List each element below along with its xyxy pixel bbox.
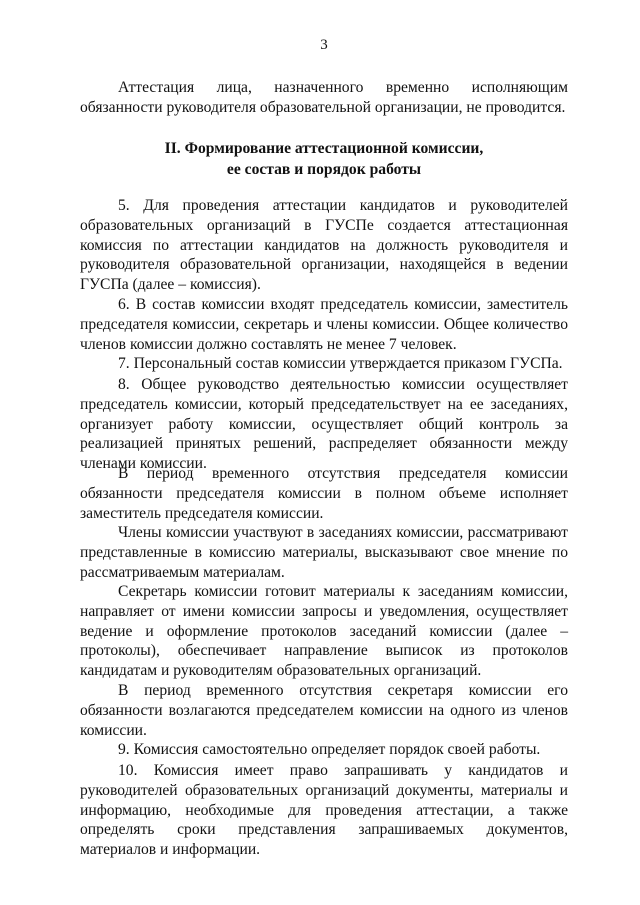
section-heading-line1: II. Формирование аттестационной комиссии, [164, 140, 484, 157]
paragraph-8-deputy: В период временного отсутствия председателя комиссии обязанности председателя комиссии в полном объеме исполняет заместитель председателя комиссии. [80, 465, 568, 522]
paragraph-6: 6. В состав комиссии входят председатель комиссии, заместитель председателя комиссии, секретарь и члены комиссии. Общее количество членов комиссии должно составлять не менее 7 человек. [80, 296, 568, 353]
paragraph-5: 5. Для проведения аттестации кандидатов и руководителей образовательных организаций в ГУСПе создается аттестационная комиссия по аттестации кандидатов на должность руководителя и руководителя образовательной организации, находящейся в ведении ГУСПа (далее – комиссия). [80, 197, 568, 294]
paragraph-8: 8. Общее руководство деятельностью комиссии осуществляет председатель комиссии, который председательствует на ее заседаниях, организует работу комиссии, осуществляет общий контроль за реализацией принятых решений, распределяет обязанности между членами комиссии. [80, 376, 568, 473]
section-heading-line2: ее состав и порядок работы [226, 161, 422, 178]
intro-paragraph: Аттестация лица, назначенного временно исполняющим обязанности руководителя образовательной организации, не проводится. [80, 79, 568, 116]
paragraph-8-members: Члены комиссии участвуют в заседаниях комиссии, рассматривают представленные в комиссию материалы, высказывают свое мнение по рассматриваемым материалам. [80, 524, 568, 581]
paragraph-8-secretary-absence: В период временного отсутствия секретаря комиссии его обязанности возлагаются председателем комиссии на одного из членов комиссии. [80, 682, 568, 739]
page-number: 3 [320, 37, 328, 53]
paragraph-8-secretary: Секретарь комиссии готовит материалы к заседаниям комиссии, направляет от имени комиссии запросы и уведомления, осуществляет ведение и оформление протоколов заседаний комиссии (далее – протоколы), обеспечивает направление выписок из протоколов кандидатам и руководителям образовательных организаций. [80, 583, 568, 680]
paragraph-7: 7. Персональный состав комиссии утверждается приказом ГУСПа. [118, 355, 563, 372]
paragraph-10: 10. Комиссия имеет право запрашивать у кандидатов и руководителей образовательных организаций документы, материалы и информацию, необходимые для проведения аттестации, а также определять сроки представления запрашиваемых документов, материалов и информации. [80, 762, 568, 859]
paragraph-9: 9. Комиссия самостоятельно определяет порядок своей работы. [118, 741, 541, 758]
